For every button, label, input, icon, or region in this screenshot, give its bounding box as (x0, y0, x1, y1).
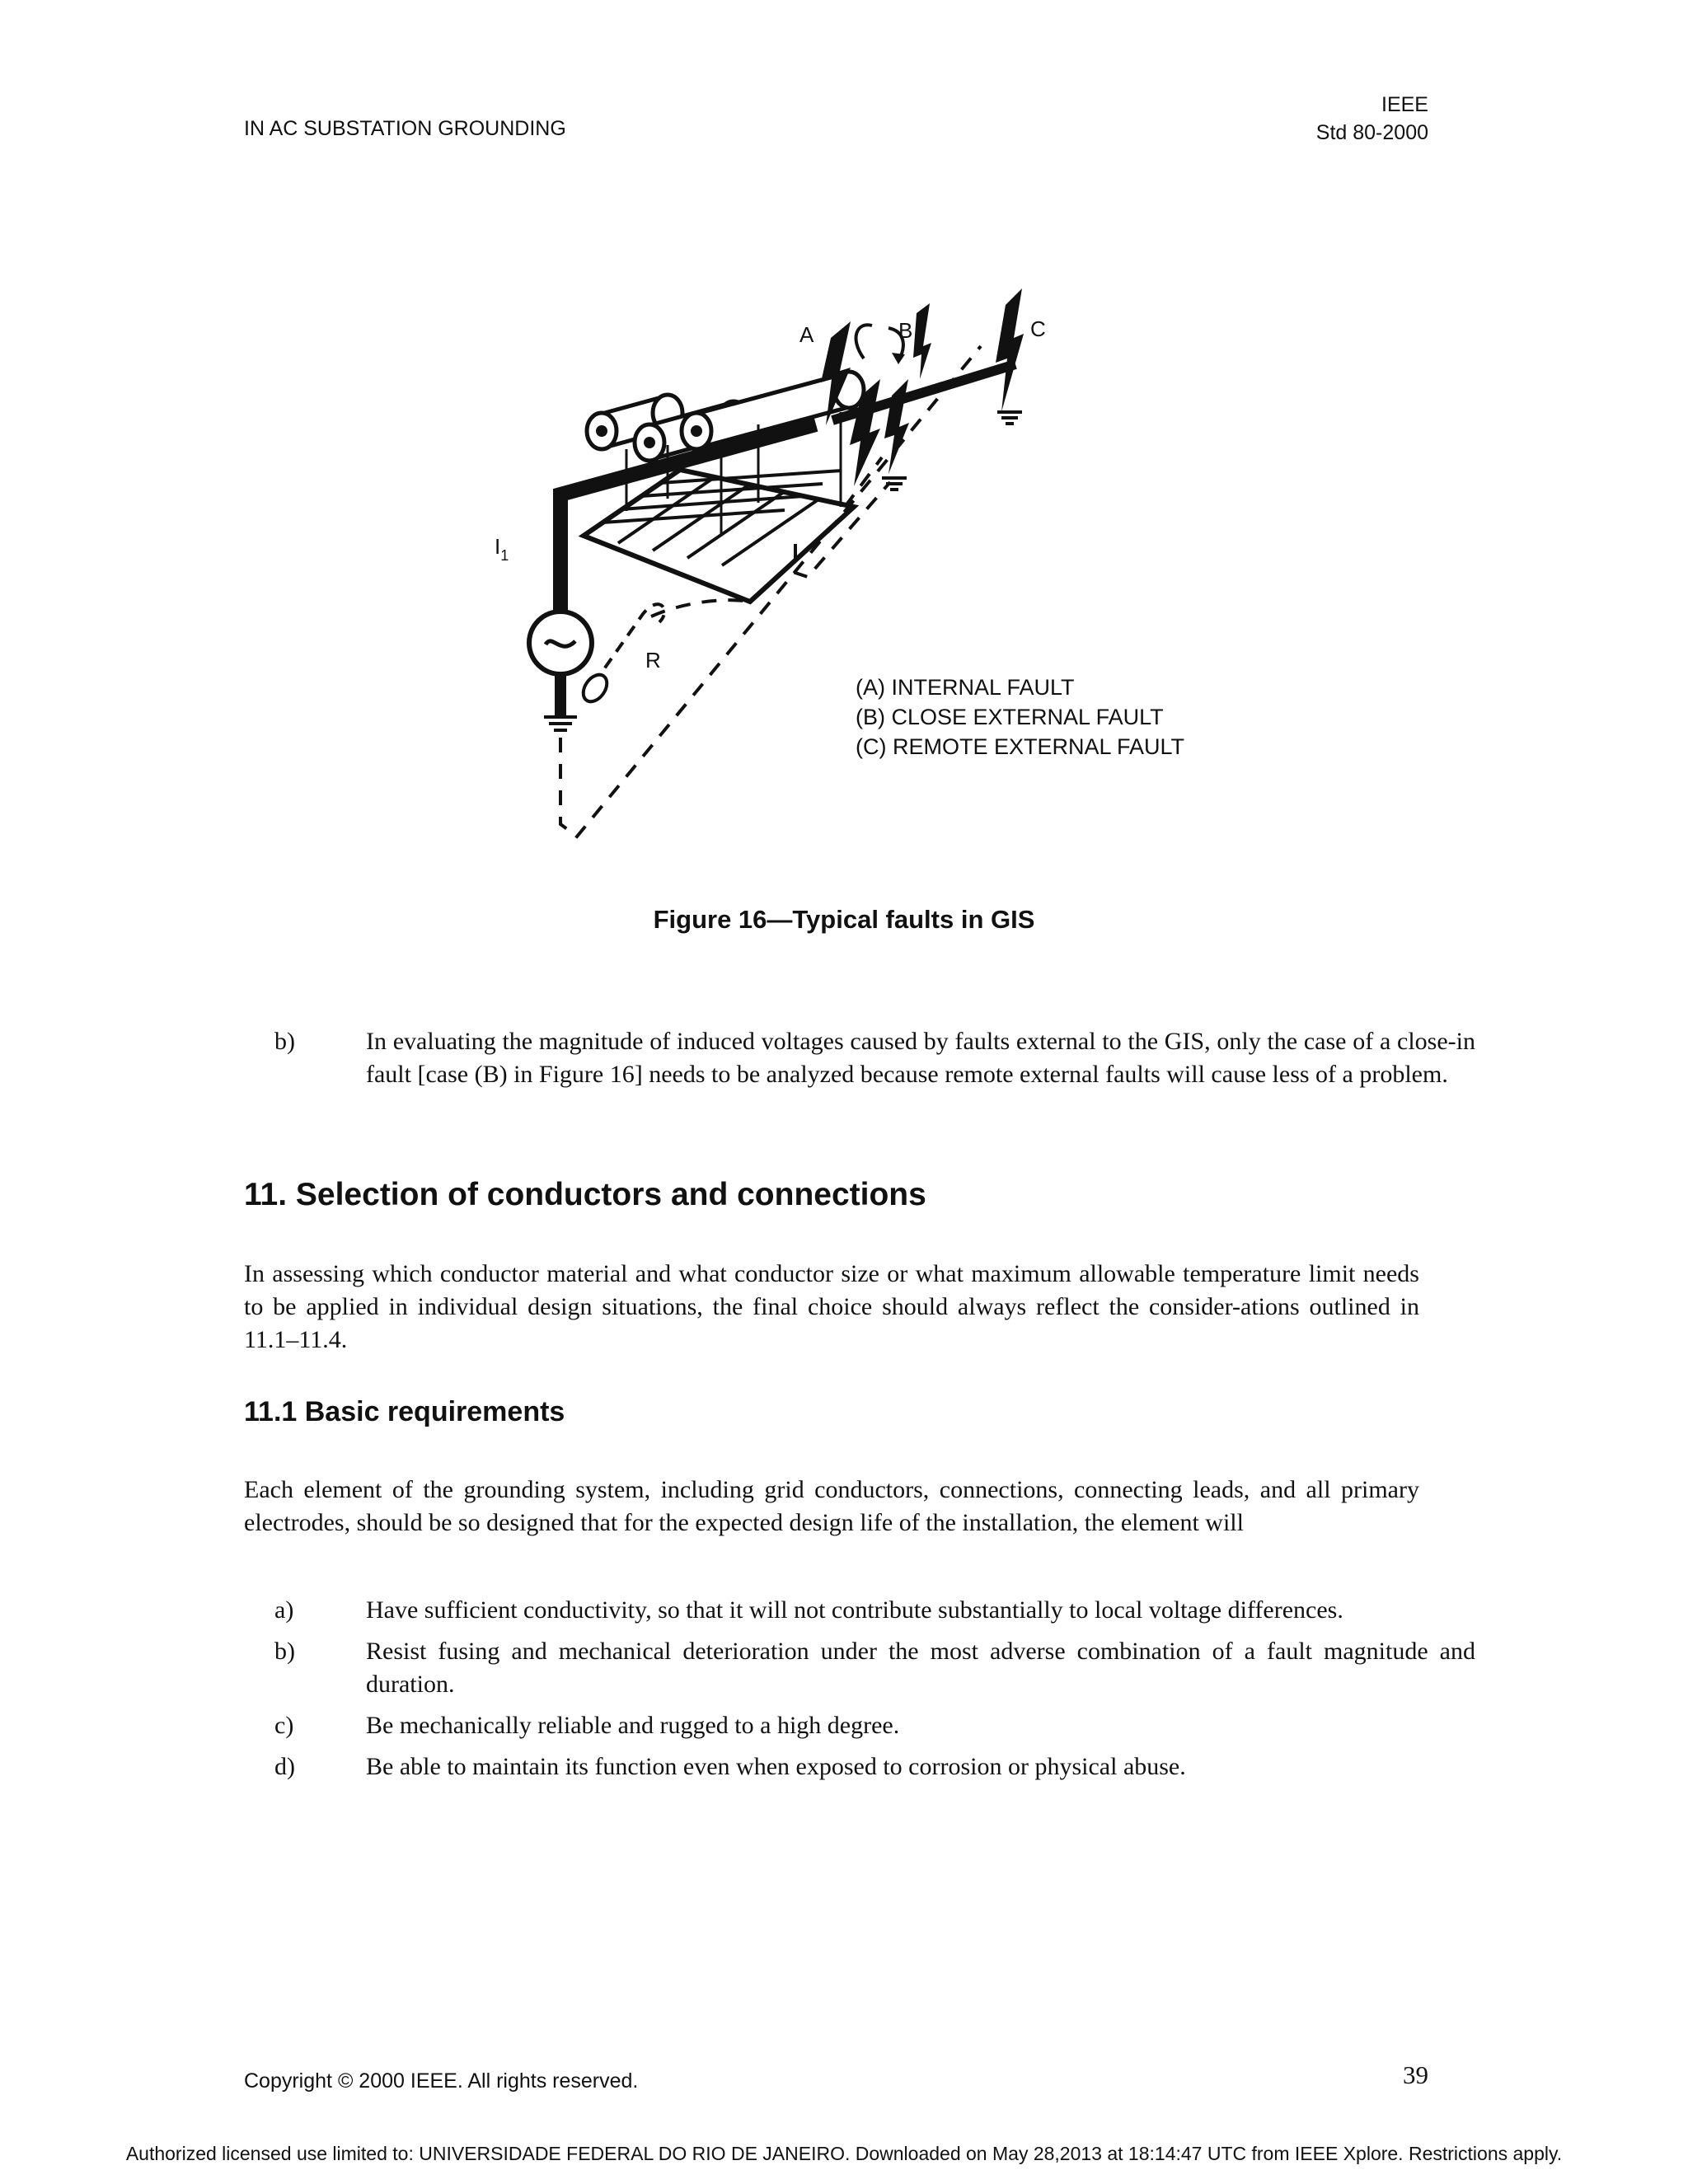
list-item-text: In evaluating the magnitude of induced voltages caused by faults external to the GIS, only the case of a close-in fault [case (B) in Figure 16] needs to be analyzed because remote external faults will cause less of a problem. (366, 1028, 1475, 1088)
list-item-label: c) (274, 1712, 294, 1739)
label-b: B (898, 318, 913, 343)
legend-internal-fault: (A) INTERNAL FAULT (856, 675, 1075, 700)
header-ieee: IEEE (1381, 93, 1428, 116)
header-std-number: Std 80-2000 (1315, 121, 1428, 144)
label-c: C (1030, 316, 1046, 341)
list-item-label: b) (274, 1638, 295, 1665)
running-header-standard (1316, 91, 1428, 147)
list-item-text: Resist fusing and mechanical deterioration under the most adverse combination of a fault magnitude and duration. (366, 1638, 1475, 1698)
running-header-title: IN AC SUBSTATION GROUNDING (244, 117, 566, 140)
label-r: R (645, 648, 661, 673)
legend-close-external-fault: (B) CLOSE EXTERNAL FAULT (856, 705, 1164, 729)
ac-source (529, 612, 592, 717)
copyright-notice: Copyright © 2000 IEEE. All rights reserved. (244, 2069, 639, 2093)
bus-conductor (560, 424, 816, 618)
section-11-1-paragraph: Each element of the grounding system, including grid conductors, connections, connecting leads, and all primary electrodes, should be so designed that for the expected design life of the installation, the element will (244, 1476, 1419, 1536)
ground-grid (584, 470, 854, 602)
label-a: A (799, 322, 814, 347)
list-item-label: d) (274, 1753, 295, 1780)
legend-remote-external-fault: (C) REMOTE EXTERNAL FAULT (856, 734, 1185, 759)
section-heading-11: 11. Selection of conductors and connections (244, 1177, 926, 1212)
list-item-label: a) (274, 1596, 294, 1624)
figure-caption: Figure 16—Typical faults in GIS (653, 905, 1035, 934)
label-i1: $I_1$ (495, 534, 509, 564)
page-number: 39 (1403, 2060, 1428, 2089)
list-item-text: Be able to maintain its function even when exposed to corrosion or physical abuse. (366, 1753, 1186, 1780)
list-item-text: Be mechanically reliable and rugged to a high degree. (366, 1712, 900, 1739)
figure-16-gis-faults-diagram (495, 288, 1253, 865)
source-ground-symbol (544, 717, 577, 730)
list-item-label: b) (274, 1028, 295, 1055)
section-11-paragraph: In assessing which conductor material and what conductor size or what maximum allowable temperature limit needs to be applied in individual design situations, the final choice should always reflect the consider-ations outlined in 11.1–11.4. (244, 1260, 1419, 1353)
list-item-text: Have sufficient conductivity, so that it will not contribute substantially to local voltage differences. (366, 1596, 1343, 1624)
license-notice: Authorized licensed use limited to: UNIVERSIDADE FEDERAL DO RIO DE JANEIRO. Downloaded on May 28,2013 at 18:14:47 UTC from IEEE Xplore. Restrictions apply. (125, 2143, 1563, 2164)
fault-legend (856, 675, 1184, 759)
section-heading-11-1: 11.1 Basic requirements (244, 1396, 565, 1427)
